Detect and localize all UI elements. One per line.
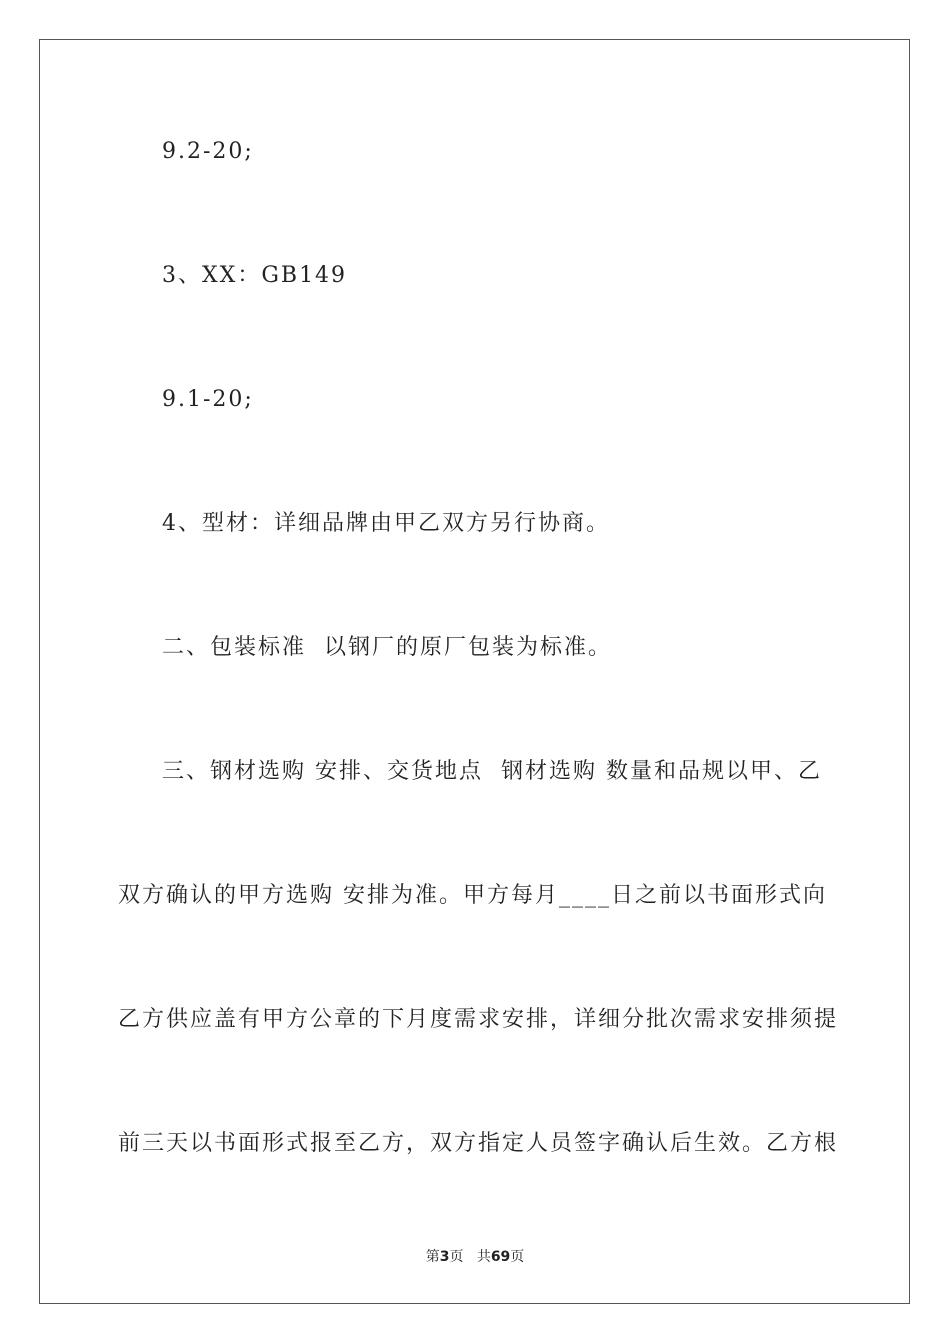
text-line-5: 二、包装标准 以钢厂的原厂包装为标准。 (162, 635, 612, 660)
text-line-8: 乙方供应盖有甲方公章的下月度需求安排，详细分批次需求安排须提 (118, 1007, 839, 1032)
page-border (39, 39, 910, 1304)
footer-prefix: 第 (425, 1249, 440, 1265)
text-line-4: 4、型材：详细品牌由甲乙双方另行协商。 (162, 511, 610, 536)
text-line-2: 3、XX：GB149 (162, 263, 348, 288)
page-footer (0, 1247, 950, 1267)
text-line-3: 9.1-20; (162, 387, 254, 412)
text-line-7: 双方确认的甲方选购 安排为准。甲方每月____日之前以书面形式向 (118, 883, 827, 908)
footer-total-label: 页 (510, 1249, 525, 1265)
text-line-6: 三、钢材选购 安排、交货地点 钢材选购 数量和品规以甲、乙 (162, 759, 822, 784)
footer-total-prefix: 共 (476, 1249, 491, 1265)
footer-current-page: 3 (439, 1249, 450, 1265)
footer-page-label: 页 (449, 1249, 464, 1265)
text-line-1: 9.2-20; (162, 139, 254, 164)
footer-total-pages: 69 (490, 1249, 511, 1265)
text-line-9: 前三天以书面形式报至乙方，双方指定人员签字确认后生效。乙方根 (118, 1131, 839, 1156)
